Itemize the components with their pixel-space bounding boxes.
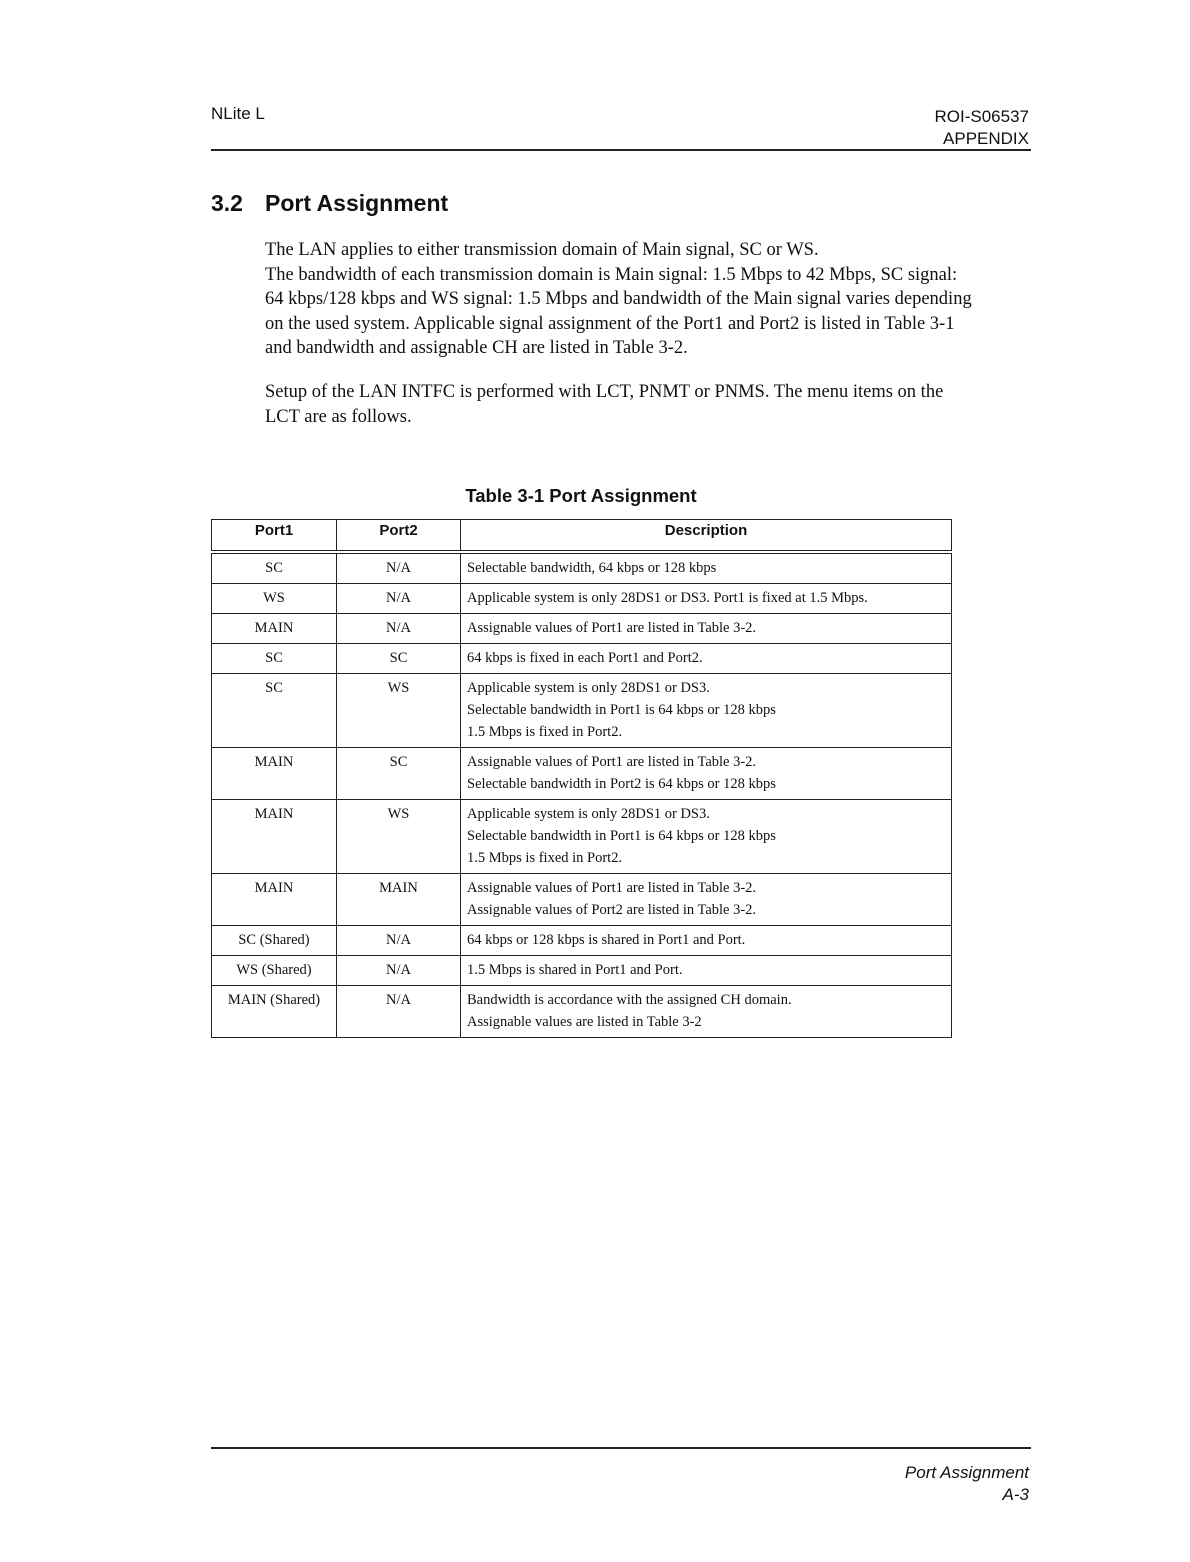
footer-page-number: A-3 [1002,1485,1029,1504]
port2-cell: N/A [337,986,461,1038]
description-line: Applicable system is only 28DS1 or DS3. [467,806,710,822]
header-doc-number: ROI-S06537 [934,107,1029,126]
column-header-port2: Port2 [337,520,461,553]
table-row [212,674,952,748]
intro-line: and bandwidth and assignable CH are listed in Table 3-2. [265,338,688,358]
description-line: Assignable values of Port1 are listed in Table 3-2. [467,880,757,896]
footer [905,1462,1029,1506]
port2-cell: N/A [337,552,461,584]
description-cell [461,614,952,644]
description-line: 64 kbps is fixed in each Port1 and Port2. [467,650,703,666]
table-row [212,552,952,584]
setup-line: Setup of the LAN INTFC is performed with LCT, PNMT or PNMS. The menu items on the [265,382,944,402]
port2-cell: N/A [337,956,461,986]
description-line: Assignable values are listed in Table 3-2 [467,1014,702,1030]
intro-line: The bandwidth of each transmission domain is Main signal: 1.5 Mbps to 42 Mbps, SC signal: [265,264,958,285]
port2-cell: N/A [337,926,461,956]
description-cell [461,584,952,614]
port2-cell: N/A [337,584,461,614]
description-cell [461,800,952,874]
port2-cell: SC [337,748,461,800]
port1-cell: MAIN [212,748,337,800]
table-row [212,614,952,644]
description-cell [461,644,952,674]
table-row [212,748,952,800]
description-cell [461,552,952,584]
description-line: 64 kbps or 128 kbps is shared in Port1 and Port. [467,932,746,948]
description-cell [461,926,952,956]
footer-section-name: Port Assignment [904,1463,1029,1482]
port1-cell: MAIN [212,800,337,874]
description-line: Applicable system is only 28DS1 or DS3. Port1 is fixed at 1.5 Mbps. [467,590,868,606]
description-cell [461,874,952,926]
description-line: Selectable bandwidth in Port1 is 64 kbps or 128 kbps [467,828,776,844]
port2-cell: WS [337,800,461,874]
description-line: Assignable values of Port1 are listed in Table 3-2. [467,754,757,770]
intro-line: on the used system. Applicable signal assignment of the Port1 and Port2 is listed in Table 3-1 [265,313,955,334]
port1-cell: MAIN [212,614,337,644]
intro-line: The LAN applies to either transmission domain of Main signal, SC or WS. [265,240,819,260]
header-product-name: NLite L [211,104,265,123]
port2-cell: SC [337,644,461,674]
table-row [212,644,952,674]
description-line: Assignable values of Port1 are listed in Table 3-2. [467,620,757,636]
description-cell [461,748,952,800]
table-row [212,874,952,926]
intro-paragraph [265,238,1035,361]
table-row [212,800,952,874]
description-line: Assignable values of Port2 are listed in Table 3-2. [467,902,757,918]
port2-cell: N/A [337,614,461,644]
table-row [212,584,952,614]
description-cell [461,986,952,1038]
port1-cell: WS (Shared) [212,956,337,986]
section-heading [211,190,448,217]
port-assignment-table [211,519,952,1038]
port1-cell: WS [212,584,337,614]
port1-cell: MAIN [212,874,337,926]
footer-rule [211,1447,1031,1449]
section-number: 3.2 [211,190,243,216]
table-caption: Table 3-1 Port Assignment [465,485,697,506]
description-line: 1.5 Mbps is fixed in Port2. [467,850,623,866]
description-line: 1.5 Mbps is fixed in Port2. [467,724,623,740]
header-doc-id [935,106,1030,150]
description-cell [461,956,952,986]
port1-cell: SC [212,674,337,748]
table-row [212,986,952,1038]
port2-cell: WS [337,674,461,748]
table-header-row [212,520,952,553]
port1-cell: SC [212,644,337,674]
description-line: Selectable bandwidth in Port2 is 64 kbps or 128 kbps [467,776,776,792]
setup-paragraph [265,380,1035,429]
header-rule [211,149,1031,151]
section-title: Port Assignment [265,190,449,216]
intro-line: 64 kbps/128 kbps and WS signal: 1.5 Mbps and bandwidth of the Main signal varies depending [265,289,972,309]
description-line: Applicable system is only 28DS1 or DS3. [467,680,710,696]
description-line: Selectable bandwidth in Port1 is 64 kbps or 128 kbps [467,702,776,718]
column-header-description: Description [461,520,952,553]
description-line: 1.5 Mbps is shared in Port1 and Port. [467,962,683,978]
description-line: Bandwidth is accordance with the assigned CH domain. [467,992,792,1008]
column-header-port1: Port1 [212,520,337,553]
port1-cell: SC [212,552,337,584]
port2-cell: MAIN [337,874,461,926]
port1-cell: MAIN (Shared) [212,986,337,1038]
table-row [212,926,952,956]
port1-cell: SC (Shared) [212,926,337,956]
header-appendix-label: APPENDIX [943,129,1029,148]
table-row [212,956,952,986]
setup-line: LCT are as follows. [265,406,412,427]
description-cell [461,674,952,748]
description-line: Selectable bandwidth, 64 kbps or 128 kbps [467,560,717,576]
